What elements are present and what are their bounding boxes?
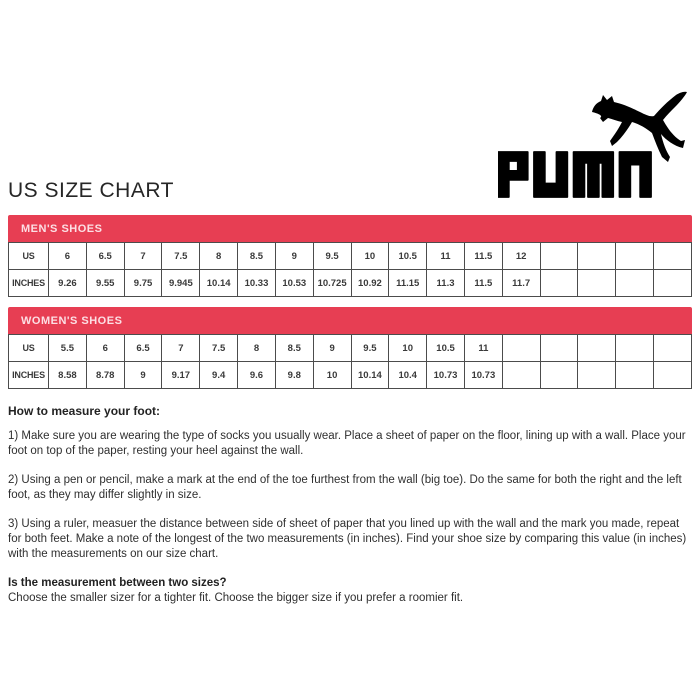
size-cell: 9	[275, 243, 313, 270]
size-cell: 9.26	[49, 270, 87, 297]
size-cell: 6.5	[86, 243, 124, 270]
size-cell	[578, 243, 616, 270]
size-cell	[540, 243, 578, 270]
size-cell: 7	[124, 243, 162, 270]
size-cell: 10.5	[427, 335, 465, 362]
size-cell	[616, 243, 654, 270]
size-cell	[654, 270, 692, 297]
size-cell: 8.5	[238, 243, 276, 270]
page-title: US SIZE CHART	[8, 179, 174, 203]
size-cell: 11	[464, 335, 502, 362]
measuring-instructions	[8, 404, 692, 606]
inches-row	[9, 270, 692, 297]
womens-shoes-section	[8, 307, 692, 389]
size-cell: 8.78	[86, 362, 124, 389]
size-cell: 10.53	[275, 270, 313, 297]
size-cell	[654, 362, 692, 389]
between-sizes-question: Is the measurement between two sizes?	[8, 577, 227, 589]
size-cell: 9.75	[124, 270, 162, 297]
size-cell: 6.5	[124, 335, 162, 362]
between-sizes-note	[8, 576, 692, 606]
us-row	[9, 335, 692, 362]
row-label: US	[9, 335, 49, 362]
size-cell: 10.14	[200, 270, 238, 297]
size-cell: 8	[200, 243, 238, 270]
size-cell: 9.17	[162, 362, 200, 389]
size-cell: 10.725	[313, 270, 351, 297]
between-sizes-answer: Choose the smaller sizer for a tighter fit. Choose the bigger size if you prefer a roomier fit.	[8, 592, 464, 604]
size-cell	[578, 362, 616, 389]
size-cell	[540, 335, 578, 362]
size-cell: 7.5	[162, 243, 200, 270]
row-label: US	[9, 243, 49, 270]
size-cell: 9.5	[313, 243, 351, 270]
size-cell: 11.5	[464, 270, 502, 297]
size-cell: 10.4	[389, 362, 427, 389]
puma-logo-svg	[498, 90, 692, 200]
size-cell	[616, 270, 654, 297]
size-cell: 9.4	[200, 362, 238, 389]
size-cell: 9.945	[162, 270, 200, 297]
size-cell: 9	[124, 362, 162, 389]
size-cell: 10.5	[389, 243, 427, 270]
row-label: INCHES	[9, 270, 49, 297]
size-cell: 9.8	[275, 362, 313, 389]
size-cell	[578, 335, 616, 362]
mens-shoes-banner: MEN'S SHOES	[8, 215, 692, 242]
measure-step-1: 1) Make sure you are wearing the type of socks you usually wear. Place a sheet of paper on the floor, lining up with a wall. Place your foot on top of the paper, resting your heel against the wall.	[8, 430, 686, 457]
row-label: INCHES	[9, 362, 49, 389]
size-cell: 9.5	[351, 335, 389, 362]
content-column	[8, 215, 692, 606]
size-cell: 6	[49, 243, 87, 270]
size-cell: 12	[502, 243, 540, 270]
size-cell: 10	[389, 335, 427, 362]
size-cell	[654, 335, 692, 362]
size-cell: 10	[351, 243, 389, 270]
us-row	[9, 243, 692, 270]
womens-shoes-banner: WOMEN'S SHOES	[8, 307, 692, 334]
measure-step-2: 2) Using a pen or pencil, make a mark at the end of the toe furthest from the wall (big toe). Do the same for both the right and the left foot, as they may differ slightly in size.	[8, 474, 682, 501]
mens-size-table	[8, 242, 692, 297]
puma-logo	[498, 90, 692, 200]
size-cell: 10.73	[464, 362, 502, 389]
size-cell: 10.33	[238, 270, 276, 297]
size-cell: 7	[162, 335, 200, 362]
size-cell: 11.15	[389, 270, 427, 297]
inches-row	[9, 362, 692, 389]
size-cell: 10	[313, 362, 351, 389]
size-cell: 9.6	[238, 362, 276, 389]
size-cell: 8.58	[49, 362, 87, 389]
size-cell: 8	[238, 335, 276, 362]
size-cell	[616, 335, 654, 362]
mens-shoes-section	[8, 215, 692, 297]
size-cell	[502, 362, 540, 389]
size-cell: 9.55	[86, 270, 124, 297]
size-cell: 10.92	[351, 270, 389, 297]
size-cell	[502, 335, 540, 362]
puma-wordmark	[498, 152, 651, 197]
size-cell	[540, 270, 578, 297]
size-cell: 11.7	[502, 270, 540, 297]
size-cell: 10.73	[427, 362, 465, 389]
size-cell: 11.5	[464, 243, 502, 270]
size-cell: 9	[313, 335, 351, 362]
size-cell	[654, 243, 692, 270]
size-cell: 8.5	[275, 335, 313, 362]
size-cell: 11	[427, 243, 465, 270]
size-cell	[578, 270, 616, 297]
size-cell: 11.3	[427, 270, 465, 297]
size-cell	[616, 362, 654, 389]
size-cell: 7.5	[200, 335, 238, 362]
size-cell	[540, 362, 578, 389]
size-cell: 6	[86, 335, 124, 362]
measure-step-3: 3) Using a ruler, measuer the distance between side of sheet of paper that you lined up with the wall and the mark you made, repeat for both feet. Make a note of the longest of the two measurements (in inches). Find your shoe size by comparing this value (in inches) with the measurements on our size chart.	[8, 518, 687, 560]
womens-size-table	[8, 334, 692, 389]
size-cell: 10.14	[351, 362, 389, 389]
instructions-heading: How to measure your foot:	[8, 404, 161, 418]
size-cell: 5.5	[49, 335, 87, 362]
